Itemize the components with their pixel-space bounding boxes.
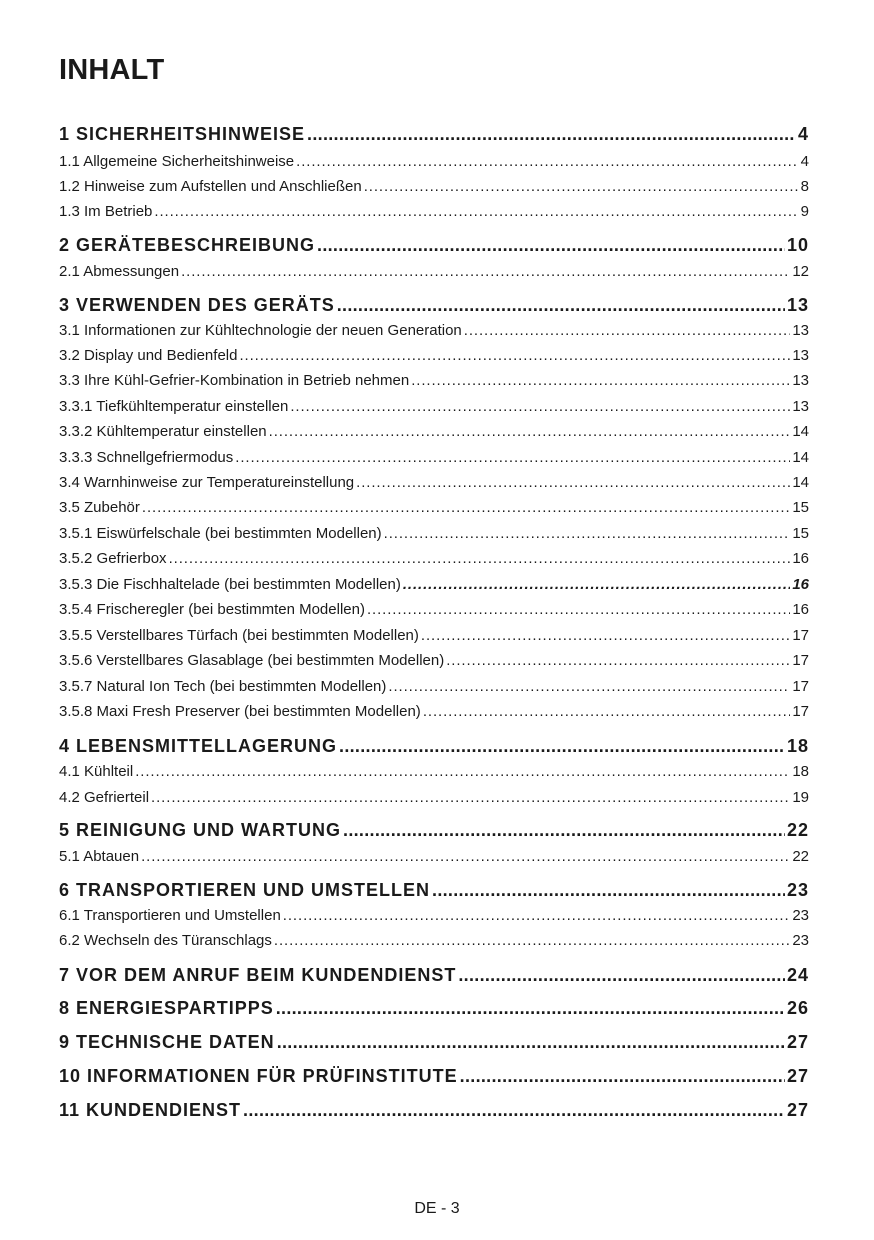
toc-entry-page: 13 <box>792 347 809 364</box>
toc-entry-3-5[interactable] <box>59 499 809 516</box>
toc-entry-text: 1.1 Allgemeine Sicherheitshinweise <box>59 153 295 170</box>
dot-leader <box>169 550 791 567</box>
toc-entry-page: 27 <box>786 1100 809 1120</box>
toc-entry-text: 3.3 Ihre Kühl-Gefrier-Kombination in Betrieb nehmen <box>59 372 410 389</box>
toc-entry-page: 19 <box>792 789 809 806</box>
dot-leader <box>421 627 790 644</box>
dot-leader <box>432 880 785 901</box>
toc-entry-3-5-8[interactable] <box>59 703 809 720</box>
toc-entry-text: 3.1 Informationen zur Kühltechnologie der neuen Generation <box>59 322 462 339</box>
toc-entry-3-2[interactable] <box>59 347 809 364</box>
toc-entry-4-2[interactable] <box>59 789 809 806</box>
dot-leader <box>384 525 791 542</box>
toc-entry-page: 17 <box>792 678 809 695</box>
dot-leader <box>458 965 785 986</box>
dot-leader <box>141 848 790 865</box>
toc-entry-text: 3 VERWENDEN DES GERÄTS <box>59 295 335 315</box>
toc-entry-page: 22 <box>786 820 809 840</box>
toc-entry-1-3[interactable] <box>59 203 809 220</box>
toc-entry-page: 14 <box>792 449 809 466</box>
toc-entry-3-3-2[interactable] <box>59 423 809 440</box>
dot-leader <box>283 907 791 924</box>
toc-entry-1-2[interactable] <box>59 178 809 195</box>
dot-leader <box>367 601 790 618</box>
toc-entry-page: 16 <box>792 576 809 593</box>
toc-entry-page: 17 <box>792 627 809 644</box>
toc-entry-text: 3.5.4 Frischeregler (bei bestimmten Modellen) <box>59 601 365 618</box>
dot-leader <box>464 322 791 339</box>
toc-entry-page: 12 <box>792 263 809 280</box>
toc-entry-page: 4 <box>797 124 809 144</box>
toc-entry-6-2[interactable] <box>59 932 809 949</box>
dot-leader <box>317 235 785 256</box>
toc-entry-text: 4.1 Kühlteil <box>59 763 134 780</box>
toc-entry-text: 4 LEBENSMITTELLAGERUNG <box>59 736 338 756</box>
dot-leader <box>388 678 790 695</box>
toc-entry-3[interactable] <box>59 295 809 316</box>
toc-entry-text: 1 SICHERHEITSHINWEISE <box>59 124 306 144</box>
toc-entry-page: 26 <box>786 998 809 1018</box>
toc-entry-text: 3.5.3 Die Fischhaltelade (bei bestimmten Modellen) <box>59 576 401 593</box>
toc-entry-text: 3.5.7 Natural Ion Tech (bei bestimmten Modellen) <box>59 678 387 695</box>
dot-leader <box>274 932 790 949</box>
dot-leader <box>239 347 790 364</box>
toc-entry-page: 22 <box>792 848 809 865</box>
toc-entry-page: 17 <box>792 652 809 669</box>
toc-entry-text: 3.3.3 Schnellgefriermodus <box>59 449 234 466</box>
toc-entry-page: 14 <box>792 474 809 491</box>
toc-entry-text: 3.4 Warnhinweise zur Temperatureinstellung <box>59 474 355 491</box>
toc-entry-6[interactable] <box>59 880 809 901</box>
toc-entry-text: 6.1 Transportieren und Umstellen <box>59 907 281 924</box>
toc-entry-3-3[interactable] <box>59 372 809 389</box>
toc-entry-page: 24 <box>786 965 809 985</box>
toc-entry-page: 23 <box>786 880 809 900</box>
toc-entry-4[interactable] <box>59 736 809 757</box>
toc-entry-2[interactable] <box>59 235 809 256</box>
dot-leader <box>411 372 790 389</box>
toc-entry-text: 2.1 Abmessungen <box>59 263 180 280</box>
dot-leader <box>181 263 790 280</box>
toc-entry-page: 18 <box>792 763 809 780</box>
toc-entry-1-1[interactable] <box>59 153 809 170</box>
toc-entry-text: 8 ENERGIESPARTIPPS <box>59 998 274 1018</box>
dot-leader <box>356 474 790 491</box>
toc-entry-text: 6.2 Wechseln des Türanschlags <box>59 932 272 949</box>
dot-leader <box>269 423 791 440</box>
toc-entry-text: 4.2 Gefrierteil <box>59 789 150 806</box>
toc-entry-page: 13 <box>786 295 809 315</box>
dot-leader <box>337 295 785 316</box>
toc-entry-text: 7 VOR DEM ANRUF BEIM KUNDENDIENST <box>59 965 457 985</box>
dot-leader <box>403 576 790 593</box>
toc-entry-page: 27 <box>786 1066 809 1086</box>
toc-entry-page: 23 <box>792 907 809 924</box>
toc-entry-page: 15 <box>792 499 809 516</box>
toc-entry-3-4[interactable] <box>59 474 809 491</box>
toc-entry-3-3-1[interactable] <box>59 398 809 415</box>
toc-entry-text: 3.5.8 Maxi Fresh Preserver (bei bestimmten Modellen) <box>59 703 421 720</box>
toc-entry-3-5-6[interactable] <box>59 652 809 669</box>
dot-leader <box>339 736 785 757</box>
page-title: INHALT <box>59 54 165 86</box>
dot-leader <box>446 652 790 669</box>
toc-entry-page: 13 <box>792 322 809 339</box>
dot-leader <box>307 124 796 145</box>
toc-entry-text: 10 INFORMATIONEN FÜR PRÜFINSTITUTE <box>59 1066 458 1086</box>
toc-entry-text: 2 GERÄTEBESCHREIBUNG <box>59 235 316 255</box>
toc-entry-3-5-7[interactable] <box>59 678 809 695</box>
toc-entry-text: 3.5.1 Eiswürfelschale (bei bestimmten Modellen) <box>59 525 382 542</box>
toc-entry-page: 8 <box>800 178 809 195</box>
dot-leader <box>364 178 799 195</box>
toc-entry-3-3-3[interactable] <box>59 449 809 466</box>
toc-entry-8[interactable] <box>59 998 809 1019</box>
toc-entry-3-5-2[interactable] <box>59 550 809 567</box>
dot-leader <box>343 820 785 841</box>
dot-leader <box>276 998 785 1019</box>
toc-entry-text: 1.3 Im Betrieb <box>59 203 153 220</box>
toc-entry-page: 13 <box>792 372 809 389</box>
dot-leader <box>142 499 790 516</box>
toc-entry-3-1[interactable] <box>59 322 809 339</box>
toc-entry-text: 3.5.5 Verstellbares Türfach (bei bestimmten Modellen) <box>59 627 419 644</box>
toc-entry-page: 9 <box>800 203 809 220</box>
toc-entry-text: 5 REINIGUNG UND WARTUNG <box>59 820 342 840</box>
toc-entry-2-1[interactable] <box>59 263 809 280</box>
toc-entry-text: 3.5 Zubehör <box>59 499 140 516</box>
dot-leader <box>460 1066 785 1087</box>
toc-entry-page: 10 <box>786 235 809 255</box>
toc-entry-3-5-5[interactable] <box>59 627 809 644</box>
dot-leader <box>423 703 791 720</box>
dot-leader <box>296 153 799 170</box>
toc-entry-page: 4 <box>800 153 809 170</box>
dot-leader <box>154 203 798 220</box>
toc-entry-3-5-1[interactable] <box>59 525 809 542</box>
toc-entry-page: 27 <box>786 1032 809 1052</box>
toc-entry-page: 18 <box>786 736 809 756</box>
toc-entry-text: 3.2 Display und Bedienfeld <box>59 347 238 364</box>
toc-entry-6-1[interactable] <box>59 907 809 924</box>
toc-entry-page: 16 <box>792 601 809 618</box>
toc-entry-page: 15 <box>792 525 809 542</box>
toc-entry-page: 14 <box>792 423 809 440</box>
toc-entry-text: 3.3.2 Kühltemperatur einstellen <box>59 423 267 440</box>
toc-entry-3-5-3[interactable] <box>59 576 809 593</box>
toc-entry-text: 3.3.1 Tiefkühltemperatur einstellen <box>59 398 289 415</box>
toc-entry-text: 11 KUNDENDIENST <box>59 1100 242 1120</box>
toc-entry-page: 17 <box>792 703 809 720</box>
toc-entry-7[interactable] <box>59 965 809 986</box>
toc-entry-page: 16 <box>792 550 809 567</box>
toc-entry-page: 13 <box>792 398 809 415</box>
toc-entry-1[interactable] <box>59 124 809 145</box>
dot-leader <box>151 789 790 806</box>
toc-entry-page: 23 <box>792 932 809 949</box>
page-footer: DE - 3 <box>414 1200 460 1217</box>
dot-leader <box>243 1100 785 1121</box>
toc-entry-9[interactable] <box>59 1032 809 1053</box>
dot-leader <box>235 449 790 466</box>
dot-leader <box>135 763 790 780</box>
toc-entry-10[interactable] <box>59 1066 809 1087</box>
toc-entry-4-1[interactable] <box>59 763 809 780</box>
toc-entry-text: 6 TRANSPORTIEREN UND UMSTELLEN <box>59 880 431 900</box>
toc-entry-3-5-4[interactable] <box>59 601 809 618</box>
dot-leader <box>277 1032 785 1053</box>
toc-entry-text: 3.5.6 Verstellbares Glasablage (bei bestimmten Modellen) <box>59 652 445 669</box>
toc-entry-text: 5.1 Abtauen <box>59 848 140 865</box>
toc-entry-text: 1.2 Hinweise zum Aufstellen und Anschließen <box>59 178 362 195</box>
toc-entry-11[interactable] <box>59 1100 809 1121</box>
toc-entry-5-1[interactable] <box>59 848 809 865</box>
toc-entry-text: 9 TECHNISCHE DATEN <box>59 1032 275 1052</box>
toc-entry-text: 3.5.2 Gefrierbox <box>59 550 167 567</box>
dot-leader <box>290 398 790 415</box>
toc-entry-5[interactable] <box>59 820 809 841</box>
